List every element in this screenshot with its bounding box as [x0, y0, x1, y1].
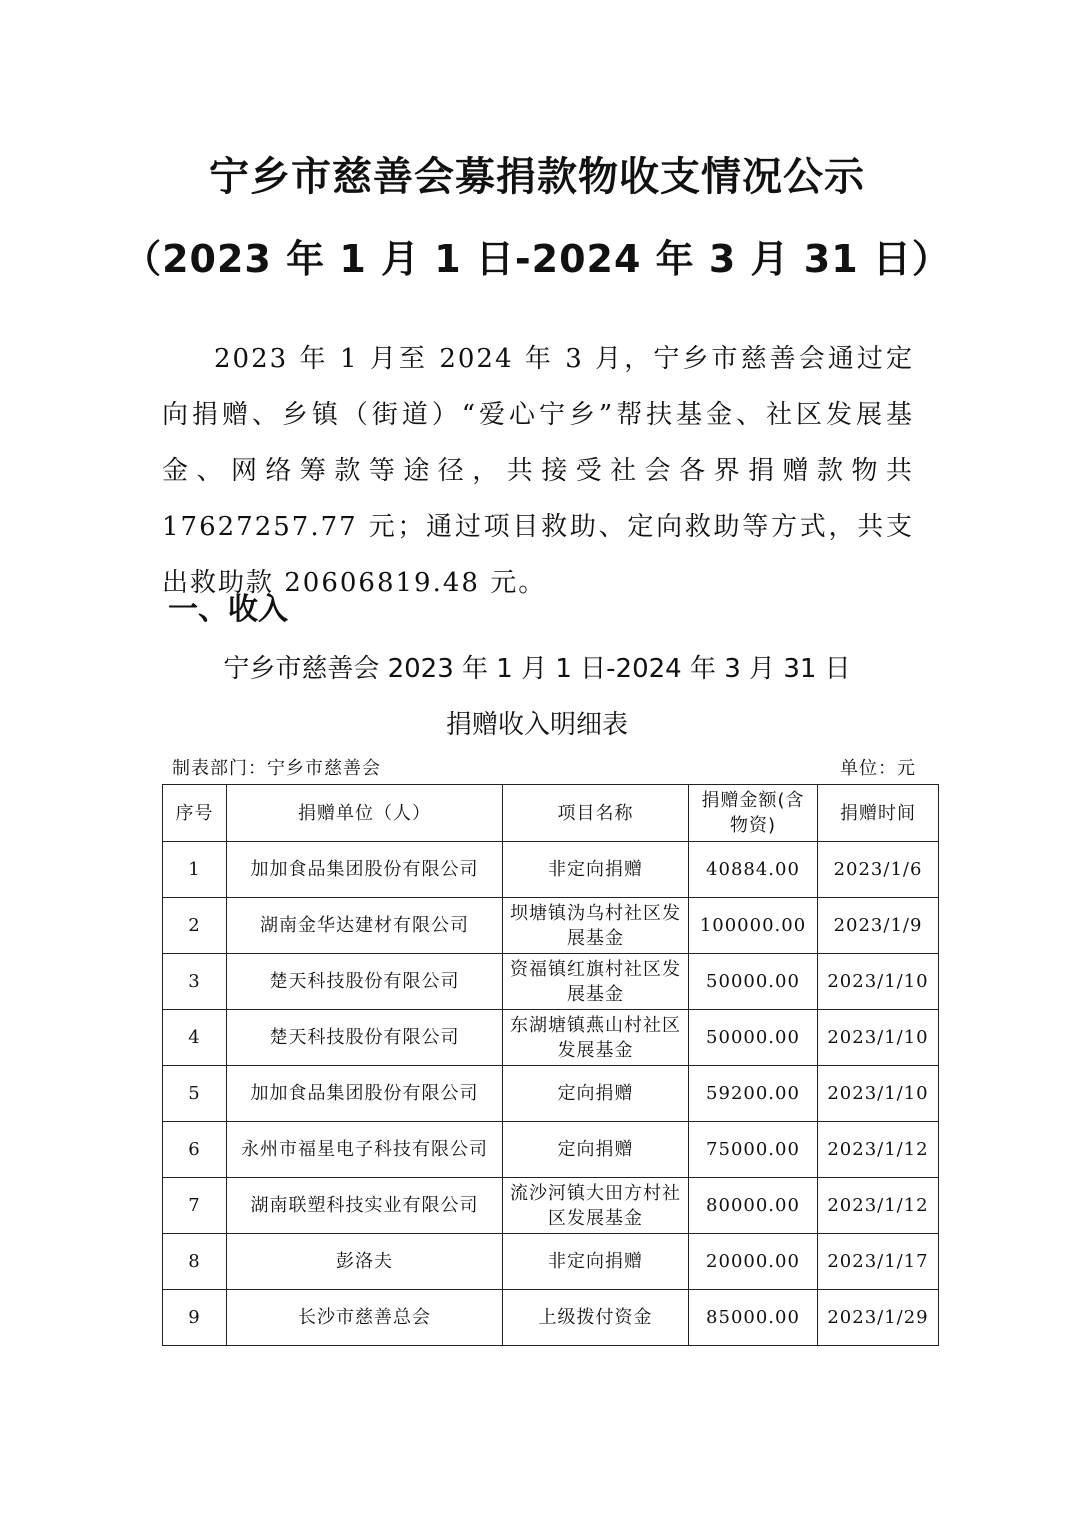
header-amount: 捐赠金额(含物资) — [689, 785, 818, 842]
cell-project: 非定向捐赠 — [503, 1234, 689, 1290]
cell-seq: 8 — [163, 1234, 227, 1290]
cell-donor: 彭洛夫 — [227, 1234, 503, 1290]
cell-seq: 2 — [163, 898, 227, 954]
cell-project: 流沙河镇大田方村社区发展基金 — [503, 1178, 689, 1234]
table-row — [163, 898, 939, 954]
table-title-line1: 宁乡市慈善会 2023 年 1 月 1 日-2024 年 3 月 31 日 — [223, 654, 851, 684]
document-period: （2023 年 1 月 1 日-2024 年 3 月 31 日） — [123, 237, 951, 281]
cell-date: 2023/1/10 — [818, 1010, 939, 1066]
table-title-line2: 捐赠收入明细表 — [445, 710, 628, 740]
cell-donor: 加加食品集团股份有限公司 — [227, 1066, 503, 1122]
cell-date: 2023/1/6 — [818, 842, 939, 898]
prepared-by: 制表部门：宁乡市慈善会 — [172, 758, 381, 779]
header-donor: 捐赠单位（人） — [227, 785, 503, 842]
cell-donor: 长沙市慈善总会 — [227, 1290, 503, 1346]
cell-amount: 59200.00 — [689, 1066, 818, 1122]
cell-amount: 20000.00 — [689, 1234, 818, 1290]
cell-date: 2023/1/12 — [818, 1178, 939, 1234]
cell-project: 非定向捐赠 — [503, 842, 689, 898]
cell-seq: 7 — [163, 1178, 227, 1234]
cell-amount: 50000.00 — [689, 1010, 818, 1066]
cell-date: 2023/1/10 — [818, 954, 939, 1010]
cell-amount: 85000.00 — [689, 1290, 818, 1346]
cell-seq: 9 — [163, 1290, 227, 1346]
table-row — [163, 954, 939, 1010]
donation-table — [162, 784, 939, 1346]
currency-unit: 单位：元 — [840, 758, 916, 779]
cell-seq: 4 — [163, 1010, 227, 1066]
header-date: 捐赠时间 — [818, 785, 939, 842]
table-row — [163, 1010, 939, 1066]
cell-amount: 100000.00 — [689, 898, 818, 954]
cell-date: 2023/1/17 — [818, 1234, 939, 1290]
cell-donor: 湖南联塑科技实业有限公司 — [227, 1178, 503, 1234]
table-row — [163, 1178, 939, 1234]
table-row — [163, 842, 939, 898]
cell-donor: 永州市福星电子科技有限公司 — [227, 1122, 503, 1178]
cell-project: 定向捐赠 — [503, 1066, 689, 1122]
section-heading-income: 一、收入 — [168, 592, 288, 627]
cell-seq: 5 — [163, 1066, 227, 1122]
cell-project: 资福镇红旗村社区发展基金 — [503, 954, 689, 1010]
cell-project: 上级拨付资金 — [503, 1290, 689, 1346]
cell-seq: 1 — [163, 842, 227, 898]
document-title: 宁乡市慈善会募捐款物收支情况公示 — [209, 154, 865, 200]
cell-date: 2023/1/10 — [818, 1066, 939, 1122]
cell-amount: 75000.00 — [689, 1122, 818, 1178]
cell-donor: 加加食品集团股份有限公司 — [227, 842, 503, 898]
cell-date: 2023/1/9 — [818, 898, 939, 954]
cell-date: 2023/1/29 — [818, 1290, 939, 1346]
table-row — [163, 1066, 939, 1122]
cell-donor: 湖南金华达建材有限公司 — [227, 898, 503, 954]
header-project: 项目名称 — [503, 785, 689, 842]
cell-project: 定向捐赠 — [503, 1122, 689, 1178]
cell-amount: 40884.00 — [689, 842, 818, 898]
table-row — [163, 1234, 939, 1290]
table-row — [163, 1290, 939, 1346]
cell-amount: 50000.00 — [689, 954, 818, 1010]
cell-seq: 6 — [163, 1122, 227, 1178]
cell-project: 坝塘镇沩乌村社区发展基金 — [503, 898, 689, 954]
cell-seq: 3 — [163, 954, 227, 1010]
cell-donor: 楚天科技股份有限公司 — [227, 954, 503, 1010]
table-header-row — [163, 785, 939, 842]
cell-date: 2023/1/12 — [818, 1122, 939, 1178]
cell-project: 东湖塘镇燕山村社区发展基金 — [503, 1010, 689, 1066]
table-row — [163, 1122, 939, 1178]
header-seq: 序号 — [163, 785, 227, 842]
cell-donor: 楚天科技股份有限公司 — [227, 1010, 503, 1066]
intro-paragraph: 2023 年 1 月至 2024 年 3 月，宁乡市慈善会通过定向捐赠、乡镇（街道）“爱心宁乡”帮扶基金、社区发展基金、网络筹款等途径，共接受社会各界捐赠款物共 17627257.77 元；通过项目救助、定向救助等方式，共支出救助款 20606819.48 元。 — [162, 344, 914, 598]
cell-amount: 80000.00 — [689, 1178, 818, 1234]
